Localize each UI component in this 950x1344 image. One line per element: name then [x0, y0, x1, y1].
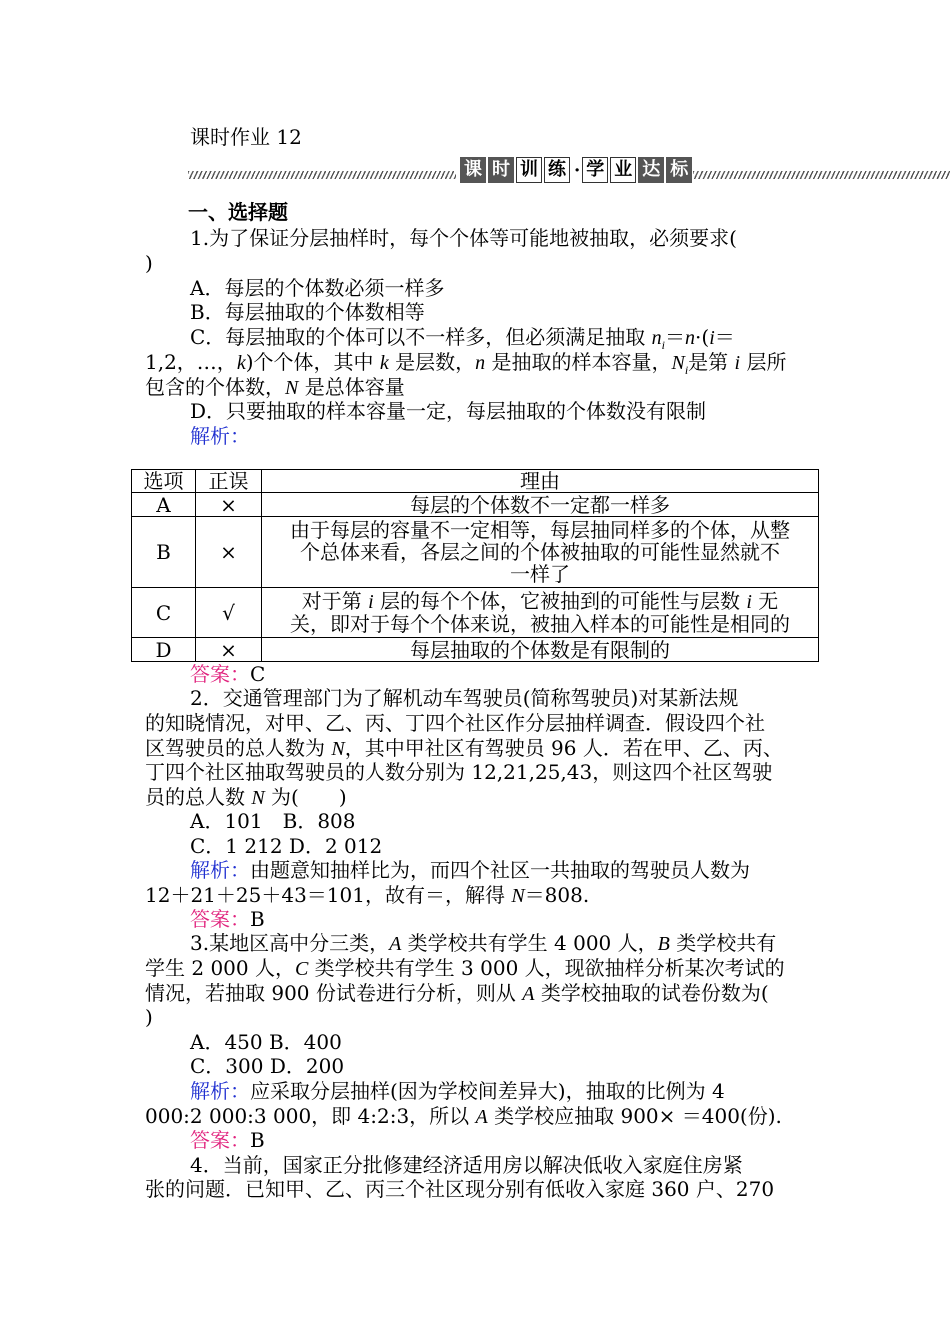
table-cell-mark: × — [196, 638, 262, 662]
table-cell-mark: √ — [196, 588, 262, 638]
q1-stem: 1.为了保证分层抽样时，每个个体等可能地被抽取，必须要求( — [190, 226, 737, 250]
q3-options-ab: A．450 B．400 — [190, 1030, 342, 1054]
q4-stem-line1: 4．当前，国家正分批修建经济适用房以解决低收入家庭住房紧 — [190, 1153, 743, 1177]
q2-options-cd: C．1 212 D．2 012 — [190, 834, 383, 858]
banner-badges — [460, 157, 694, 183]
banner-badge: 达 — [638, 157, 664, 183]
section-banner — [188, 157, 950, 191]
banner-badge: 训 — [516, 157, 542, 183]
banner-badge: 练 — [544, 157, 570, 183]
q4-stem-line2: 张的问题．已知甲、乙、丙三个社区现分别有低收入家庭 360 户、270 — [145, 1177, 775, 1201]
table-row — [132, 493, 819, 517]
table-cell-option: B — [132, 517, 196, 588]
q3-stem-end: ) — [145, 1005, 153, 1029]
q2-stem-line1: 2．交通管理部门为了解机动车驾驶员(简称驾驶员)对某新法规 — [190, 686, 739, 710]
q2-options-ab: A．101 B．808 — [190, 809, 356, 833]
q1-answer: 答案：C — [190, 662, 266, 686]
table-row — [132, 517, 819, 588]
table-header: 选项 — [132, 470, 196, 493]
q3-answer: 答案：B — [190, 1128, 265, 1152]
table-row — [132, 588, 819, 638]
banner-badge: 标 — [666, 157, 692, 183]
q3-stem-line1: 3.某地区高中分三类，A 类学校共有学生 4 000 人，B 类学校共有 — [190, 931, 777, 955]
q3-stem-line3: 情况，若抽取 900 份试卷进行分析，则从 A 类学校抽取的试卷份数为( — [145, 981, 769, 1005]
q1-option-c-line3: 包含的个体数，N 是总体容量 — [145, 375, 405, 399]
q3-analysis-line2: 000:2 000:3 000，即 4:2:3，所以 A 类学校应抽取 900× ＝400(份). — [145, 1104, 782, 1128]
page-title: 课时作业 12 — [190, 125, 302, 149]
q2-stem-line4: 丁四个社区抽取驾驶员的人数分别为 12,21,25,43，则这四个社区驾驶 — [145, 760, 773, 784]
q1-stem-end: ) — [145, 251, 153, 275]
q3-analysis-line1: 解析：应采取分层抽样(因为学校间差异大)，抽取的比例为 4 — [190, 1079, 725, 1103]
banner-badge: 课 — [460, 157, 486, 183]
banner-badge: 业 — [610, 157, 636, 183]
section-heading: 一、选择题 — [188, 200, 288, 224]
table-cell-reason: 每层的个体数不一定都一样多 — [262, 493, 819, 517]
q1-option-c-line2: 1,2，…，k)个个体，其中 k 是层数，n 是抽取的样本容量，$N_i$是第 i 层所 — [145, 350, 787, 377]
banner-stripe-right — [693, 171, 950, 179]
q2-analysis-line1: 解析：由题意知抽样比为，而四个社区一共抽取的驾驶员人数为 — [190, 858, 750, 882]
q2-stem-line3: 区驾驶员的总人数为 N，其中甲社区有驾驶员 96 人．若在甲、乙、丙、 — [145, 736, 783, 760]
table-header-row — [132, 470, 819, 493]
table-cell-reason: 对于第 i 层的每个个体，它被抽到的可能性与层数 i 无 关，即对于每个个体来说，被抽入样本的可能性是相同的 — [262, 588, 819, 638]
table-cell-option: D — [132, 638, 196, 662]
table-header: 理由 — [262, 470, 819, 493]
q1-analysis-label: 解析： — [190, 424, 250, 448]
table-row — [132, 638, 819, 662]
table-cell-option: C — [132, 588, 196, 638]
table-cell-reason: 由于每层的容量不一定相等，每层抽同样多的个体，从整 个总体来看，各层之间的个体被抽取的可能性显然就不 一样了 — [262, 517, 819, 588]
q1-option-c-line1: C．每层抽取的个体可以不一样多，但必须满足抽取 $n_i=n\cdot(i=$ — [190, 325, 735, 352]
q2-stem-line2: 的知晓情况，对甲、乙、丙、丁四个社区作分层抽样调查．假设四个社 — [145, 711, 765, 735]
q2-answer: 答案：B — [190, 907, 265, 931]
q3-options-cd: C．300 D．200 — [190, 1054, 345, 1078]
table-cell-mark: × — [196, 493, 262, 517]
q1-option-a: A．每层的个体数必须一样多 — [190, 276, 445, 300]
q3-stem-line2: 学生 2 000 人，C 类学校共有学生 3 000 人，现欲抽样分析某次考试的 — [145, 956, 785, 980]
q2-analysis-line2: 12＋21＋25＋43＝101，故有＝，解得 N＝808. — [145, 883, 590, 907]
table-cell-option: A — [132, 493, 196, 517]
q2-stem-line5: 员的总人数 N 为( ) — [145, 785, 347, 809]
q1-option-d: D．只要抽取的样本容量一定，每层抽取的个体数没有限制 — [190, 399, 707, 423]
table-cell-mark: × — [196, 517, 262, 588]
table-header: 正误 — [196, 470, 262, 493]
q1-reason-table — [131, 469, 819, 662]
banner-stripe-left — [188, 171, 456, 179]
q1-option-b: B．每层抽取的个体数相等 — [190, 300, 425, 324]
banner-badge: 学 — [582, 157, 608, 183]
table-cell-reason: 每层抽取的个体数是有限制的 — [262, 638, 819, 662]
banner-separator: · — [574, 159, 581, 181]
banner-badge: 时 — [488, 157, 514, 183]
